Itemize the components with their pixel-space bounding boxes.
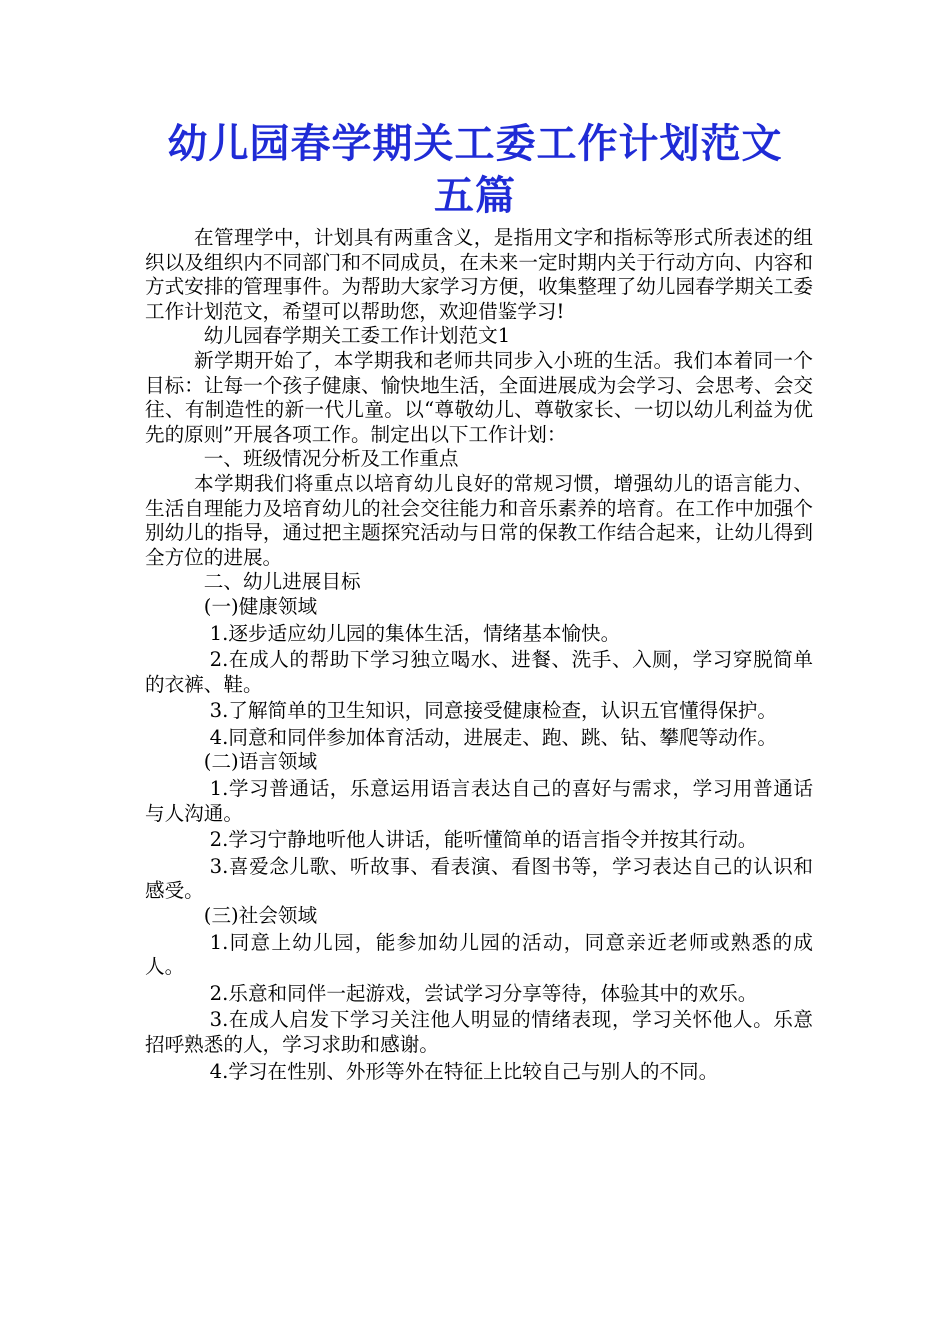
document-body [145, 226, 813, 1084]
section-heading: 一、班级情况分析及工作重点 [203, 447, 459, 471]
body-paragraph: 本学期我们将重点以培育幼儿良好的常规习惯，增强幼儿的语言能力、生活自理能力及培育幼儿的社会交往能力和音乐素养的培育。在工作中加强个别幼儿的指导，通过把主题探究活动与日常的保教工作结合起来，让幼儿得到全方位的进展。 [145, 471, 813, 569]
list-item: 1.同意上幼儿园，能参加幼儿园的活动，同意亲近老师或熟悉的成人。 [145, 930, 813, 979]
list-item: 4.学习在性别、外形等外在特征上比较自己与别人的不同。 [209, 1059, 719, 1083]
list-item: 1.逐步适应幼儿园的集体生活，情绪基本愉快。 [209, 621, 621, 645]
list-item: 2.在成人的帮助下学习独立喝水、进餐、洗手、入厕，学习穿脱简单的衣裤、鞋。 [145, 648, 813, 696]
section-heading: 幼儿园春学期关工委工作计划范文1 [203, 324, 511, 348]
list-item: 3.在成人启发下学习关注他人明显的情绪表现，学习关怀他人。乐意招呼熟悉的人，学习求助和感谢。 [145, 1008, 813, 1056]
subsection-heading: (一)健康领域 [203, 594, 318, 618]
list-item: 3.了解简单的卫生知识，同意接受健康检查，认识五官懂得保护。 [209, 699, 777, 723]
document-title [120, 118, 830, 222]
subsection-heading: (二)语言领域 [203, 750, 318, 774]
subsection-heading: (三)社会领域 [203, 904, 318, 928]
list-item: 2.乐意和同伴一起游戏，尝试学习分享等待，体验其中的欢乐。 [209, 981, 758, 1005]
body-paragraph: 新学期开始了，本学期我和老师共同步入小班的生活。我们本着同一个目标：让每一个孩子健康、愉快地生活，全面进展成为会学习、会思考、会交往、有制造性的新一代儿童。以“尊敬幼儿、尊敬家长、一切以幼儿利益为优先的原则”开展各项工作。制定出以下工作计划： [145, 348, 813, 446]
list-item: 3.喜爱念儿歌、听故事、看表演、看图书等，学习表达自己的认识和感受。 [145, 854, 813, 903]
list-item: 4.同意和同伴参加体育活动，进展走、跑、跳、钻、攀爬等动作。 [209, 725, 777, 749]
title-line-1: 幼儿园春学期关工委工作计划范文 [167, 120, 783, 167]
list-item: 1.学习普通话，乐意运用语言表达自己的喜好与需求，学习用普通话与人沟通。 [145, 777, 813, 825]
title-line-2: 五篇 [434, 172, 516, 219]
intro-paragraph: 在管理学中，计划具有两重含义，是指用文字和指标等形式所表述的组织以及组织内不同部门和不同成员，在未来一定时期内关于行动方向、内容和方式安排的管理事件。为帮助大家学习方便，收集整理了幼儿园春学期关工委工作计划范文，希望可以帮助您，欢迎借鉴学习! [145, 226, 813, 323]
list-item: 2.学习宁静地听他人讲话，能听懂简单的语言指令并按其行动。 [209, 828, 758, 852]
section-heading: 二、幼儿进展目标 [203, 570, 361, 594]
